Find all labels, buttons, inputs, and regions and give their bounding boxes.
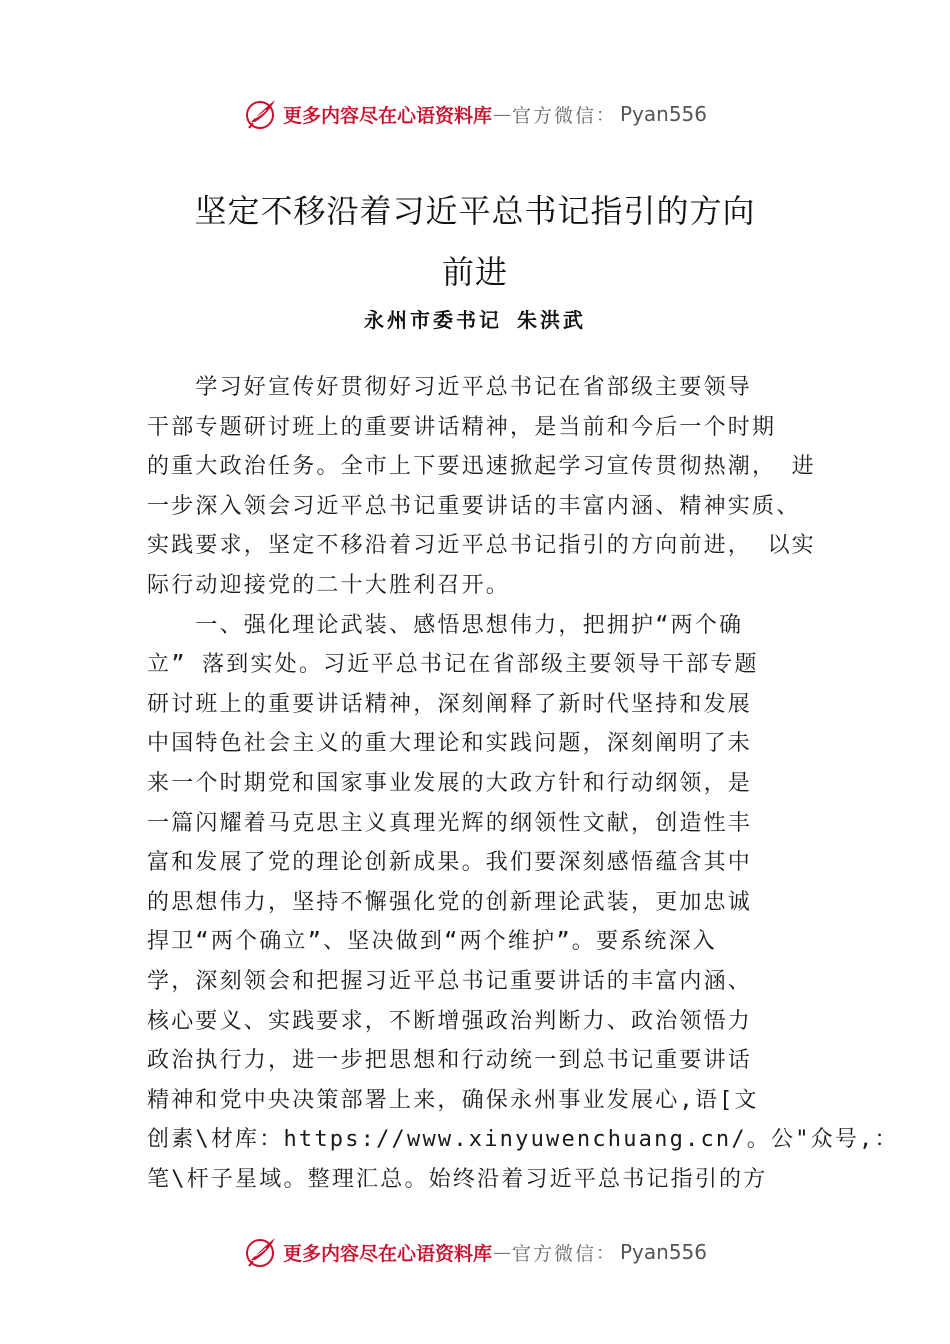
banner-dash: —: [492, 103, 511, 125]
body-line: 来一个时期党和国家事业发展的大政方针和行动纲领，是: [147, 770, 753, 796]
body-line: 中国特色社会主义的重大理论和实践问题，深刻阐明了未: [147, 731, 753, 757]
body-line: 实践要求，坚定不移沿着习近平总书记指引的方向前进， 以实: [147, 533, 816, 559]
body-line: 立” 落到实处。习近平总书记在省部级主要领导干部专题: [147, 652, 759, 678]
body-line: 一步深入领会习近平总书记重要讲话的丰富内涵、精神实质、: [147, 493, 801, 519]
page-title-line-2: 前进: [441, 253, 508, 291]
body-line: 一、强化理论武装、感悟思想伟力，把拥护“两个确: [147, 612, 744, 638]
body-line: 际行动迎接党的二十大胜利召开。: [147, 572, 511, 598]
body-line: 核心要义、实践要求，不断增强政治判断力、政治领悟力: [147, 1008, 753, 1034]
banner-colon: ：: [596, 1243, 614, 1264]
body-line: 一篇闪耀着马克思主义真理光辉的纲领性文献，创造性丰: [147, 810, 753, 836]
header-banner: [0, 94, 950, 134]
page-title-line-1: 坚定不移沿着习近平总书记指引的方向: [194, 192, 756, 230]
body-line: 精神和党中央决策部署上来，确保永州事业发展心,语[文: [147, 1087, 759, 1113]
banner-colon: ：: [596, 105, 614, 126]
article-body: [147, 368, 899, 1199]
body-line: 的重大政治任务。全市上下要迅速掀起学习宣传贯彻热潮， 进: [147, 454, 816, 480]
body-line: 学，深刻领会和把握习近平总书记重要讲话的丰富内涵、: [147, 968, 753, 994]
body-line: 捍卫“两个确立”、坚决做到“两个维护”。要系统深入: [147, 929, 717, 955]
author-byline: 永州市委书记 朱洪武: [363, 308, 587, 332]
banner-brand-text: 更多内容尽在心语资料库: [282, 1242, 492, 1265]
banner-official-label: 官方微信: [511, 104, 596, 127]
body-line: 富和发展了党的理论创新成果。我们要深刻感悟蕴含其中: [147, 850, 753, 876]
footer-banner: [0, 1232, 950, 1272]
banner-wechat-id: Pyan556: [620, 102, 708, 126]
quill-logo-icon: [243, 96, 279, 132]
body-line: 干部专题研讨班上的重要讲话精神，是当前和今后一个时期: [147, 414, 777, 440]
body-line: 研讨班上的重要讲话精神，深刻阐释了新时代坚持和发展: [147, 691, 753, 717]
body-line: 学习好宣传好贯彻好习近平总书记在省部级主要领导: [147, 375, 753, 400]
quill-logo-icon: [243, 1234, 279, 1270]
body-line: 政治执行力，进一步把思想和行动统一到总书记重要讲话: [147, 1048, 753, 1074]
banner-official-label: 官方微信: [511, 1242, 596, 1265]
banner-brand-text: 更多内容尽在心语资料库: [282, 104, 492, 127]
banner-wechat-id: Pyan556: [620, 1240, 708, 1264]
body-line: 创素\材库：https://www.xinyuwenchuang.cn/。公"众号,：: [147, 1127, 899, 1153]
body-line: 笔\杆子星域。整理汇总。始终沿着习近平总书记指引的方: [147, 1166, 768, 1192]
banner-dash: —: [492, 1241, 511, 1263]
body-line: 的思想伟力，坚持不懈强化党的创新理论武装，更加忠诚: [147, 889, 753, 915]
